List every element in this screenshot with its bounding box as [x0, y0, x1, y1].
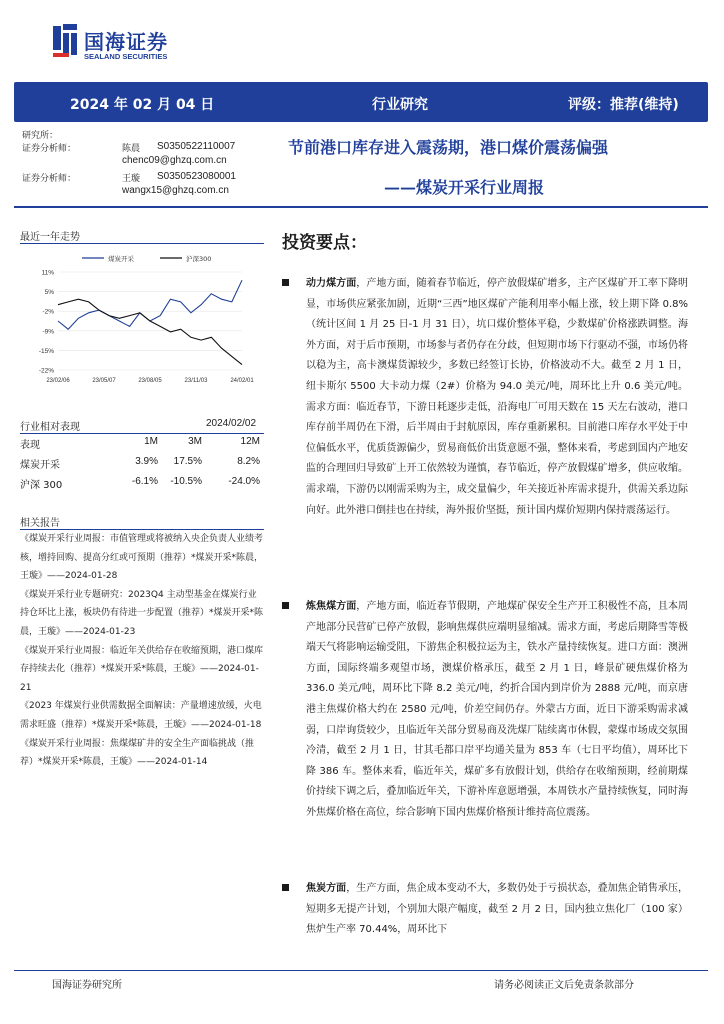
- title-divider: [14, 206, 708, 208]
- related-report-link[interactable]: 《煤炭开采行业专题研究：2023Q4 主动型基金在煤炭行业持仓环比上涨，板块仍有待进一步配置（推荐）*煤炭开采*陈晨，王璇》——2024-01-23: [20, 589, 264, 637]
- x-tick-label: 23/02/06: [46, 378, 70, 384]
- legend-label: 煤炭开采: [108, 255, 134, 263]
- bullet-square-icon: [282, 884, 289, 891]
- analyst-email[interactable]: chenc09@ghzq.com.cn: [122, 155, 227, 166]
- table-cell: -6.1%: [131, 476, 158, 487]
- point-body: ，产地方面，临近春节假期，产地煤矿保安全生产开工积极性不高，且本周产地部分民营矿已停产放假，影响焦煤供应端明显缩减。需求方面，考虑后期降雪等极端天气将影响运输受阻，下游焦企积极拉运为主，铁水产量持续恢复。进口方面：澳洲方面，国际终端多观望市场，澳煤价格承压，截至 2 月 1 日，峰景矿硬焦煤价格为 336.0 美元/吨，周环比下降 8.2 美元/吨，约折合国内到岸价为 2888 元/吨，而京唐港主焦煤价格大约在 2580 元/吨，价差空间仍存。外蒙古方面，近日下游采购需求减弱，口岸询货较少，且临近年关部分贸易商及洗煤厂陆续离市休假，蒙煤市场成交氛围冷清，截至 2 月 1 日，甘其毛都口岸平均通关量为 853 车（七日平均值），周环比下降 386 车。整体来看，临近年关，煤矿多有放假计划，供给存在收缩预期，经前期煤价持续下调之后，叠加临近年关，下游补库意愿增强，本周铁水产量持续恢复，同时海外焦煤价格在高位，综合影响下国内焦煤价格预计维持高位震荡。: [306, 601, 689, 818]
- investment-point: [282, 274, 688, 521]
- header-cell: 表现: [20, 440, 40, 451]
- analyst-name: 王璇: [122, 174, 141, 184]
- report-title: 节前港口库存进入震荡期，港口煤价震荡偏强: [288, 138, 609, 157]
- legend-label: 沪深300: [186, 255, 212, 263]
- y-tick-label: -22%: [38, 367, 54, 375]
- header-cell: 1M: [144, 436, 158, 447]
- y-tick-label: 5%: [44, 289, 54, 297]
- related-report-link[interactable]: 《2023 年煤炭行业供需数据全面解读：产量增速放缓，火电需求旺盛（推荐）*煤炭开采*陈晨，王璇》——2024-01-18: [20, 701, 262, 730]
- y-tick-label: -2%: [42, 308, 54, 316]
- trend-section-title: 最近一年走势: [20, 232, 80, 243]
- brand-name: 国海证券: [84, 30, 168, 54]
- footer-institute: 国海证券研究所: [52, 980, 122, 991]
- table-cell: 3.9%: [135, 456, 158, 467]
- table-cell: -24.0%: [228, 476, 260, 487]
- related-section-title: 相关报告: [20, 518, 60, 529]
- analyst-role: 证券分析师：: [22, 144, 77, 154]
- related-reports-list: [20, 530, 264, 772]
- analyst-row: [22, 171, 322, 185]
- header-cell: 3M: [188, 436, 202, 447]
- report-subtitle: ——煤炭开采行业周报: [384, 178, 545, 197]
- related-report-link[interactable]: 《煤炭开采行业周报：临近年关供给存在收缩预期，港口煤库存持续去化（推荐）*煤炭开采*陈晨，王璇》——2024-01-21: [20, 645, 264, 693]
- footer-disclaimer: 请务必阅读正文后免责条款部分: [494, 980, 634, 991]
- perf-section-divider: [20, 433, 264, 434]
- x-tick-label: 24/02/01: [230, 378, 254, 384]
- table-cell: 17.5%: [173, 456, 202, 467]
- analyst-email-row: [22, 185, 322, 199]
- institute-label: 研究所：: [22, 131, 59, 141]
- report-date: 2024 年 02 月 04 日: [70, 97, 215, 113]
- report-type: 行业研究: [372, 97, 428, 113]
- header-cell: 12M: [240, 436, 260, 447]
- table-row: [20, 476, 264, 496]
- sealand-logo-icon: [52, 24, 78, 58]
- table-cell: 8.2%: [237, 456, 260, 467]
- table-row: [20, 456, 264, 476]
- point-heading: 动力煤方面: [306, 278, 357, 289]
- table-cell: 煤炭开采: [20, 460, 60, 471]
- trend-section-divider: [20, 243, 264, 244]
- table-cell: 沪深 300: [20, 480, 63, 491]
- perf-date: 2024/02/02: [206, 418, 257, 429]
- investment-point: [282, 879, 688, 941]
- point-body: ，生产方面，焦企成本变动不大，多数仍处于亏损状态，叠加焦企销售承压，短期多无提产计划，个别加大限产幅度，截至 2 月 2 日，国内独立焦化厂（100 家）焦炉生产率 70.44%，周环比下: [306, 883, 689, 936]
- y-tick-label: 11%: [41, 269, 54, 277]
- point-heading: 焦炭方面: [306, 883, 347, 894]
- y-tick-label: -15%: [38, 347, 54, 355]
- series-line-hs300: [58, 299, 242, 364]
- related-report-link[interactable]: 《煤炭开采行业周报：焦煤煤矿井的安全生产面临挑战（推荐）*煤炭开采*陈晨，王璇》——2024-01-14: [20, 738, 255, 768]
- x-tick-label: 23/08/05: [138, 378, 162, 384]
- y-tick-label: -9%: [42, 328, 54, 336]
- related-report-link[interactable]: 《煤炭开采行业周报：市值管理或将被纳入央企负责人业绩考核，增持回购、提高分红或可预期（推荐）*煤炭开采*陈晨，王璇》——2024-01-28: [20, 534, 264, 582]
- company-logo: [52, 24, 192, 68]
- brand-name-en: SEALAND SECURITIES: [84, 52, 168, 61]
- investment-point: [282, 597, 688, 824]
- series-line-coal: [58, 280, 242, 329]
- footer-divider: [14, 970, 708, 971]
- point-body: ，产地方面，随着春节临近，停产放假煤矿增多，主产区煤矿开工率下降明显，市场供应紧张加剧，近期“三西”地区煤矿产能利用率小幅上涨，较上期下降 0.8%（统计区间 1 月 25 日-1 月 31 日），坑口煤价整体平稳，少数煤矿价格涨跌调整。海外方面，对于后市预期，市场参与者仍存在分歧，但短期市场下行驱动不强，市场仍将以稳为主，高卡澳煤货源较少，多数已经签订长协，价格波动不大。截至 2 月 1 日，纽卡斯尔 5500 大卡动力煤（2#）价格为 94.0 美元/吨，周环比上升 0.6 美元/吨。需求方面：临近春节，下游日耗逐步走低，沿海电厂可用天数在 15 天左右波动，港口库存前半周仍在下滑，后半周由于封航原因，库存重新累积。目前港口库存水平处于中位偏低水平，优质货源偏少，贸易商低价出货意愿不强，整体来看，考虑到国内产地安监的合理回归导致矿上开工依然较为谨慎，春节临近，停产放假煤矿增多，供应收缩。需求端，下游仍以刚需采购为主，成交量偏少，年关接近补库需求提升，供需关系边际向好。此外港口倒挂也在持续，海外报价坚挺，预计国内煤价短期内保持震荡运行。: [306, 278, 689, 516]
- analyst-name: 陈晨: [122, 144, 141, 154]
- table-header-row: [20, 436, 264, 456]
- analyst-cert: S0350523080001: [157, 171, 236, 182]
- analyst-email-row: [22, 155, 322, 169]
- table-cell: -10.5%: [170, 476, 202, 487]
- analyst-cert: S0350522110007: [157, 141, 236, 152]
- perf-section-title: 行业相对表现: [20, 422, 80, 433]
- investment-title: 投资要点：: [282, 233, 367, 253]
- analyst-email[interactable]: wangx15@ghzq.com.cn: [122, 185, 229, 196]
- analyst-row: [22, 141, 322, 155]
- trend-chart: [20, 250, 260, 390]
- x-tick-label: 23/05/07: [92, 378, 116, 384]
- bullet-square-icon: [282, 279, 289, 286]
- x-tick-label: 23/11/03: [184, 378, 208, 384]
- bullet-square-icon: [282, 602, 289, 609]
- analyst-role: 证券分析师：: [22, 174, 77, 184]
- point-heading: 炼焦煤方面: [306, 601, 357, 612]
- report-rating: 评级：推荐(维持): [568, 97, 679, 113]
